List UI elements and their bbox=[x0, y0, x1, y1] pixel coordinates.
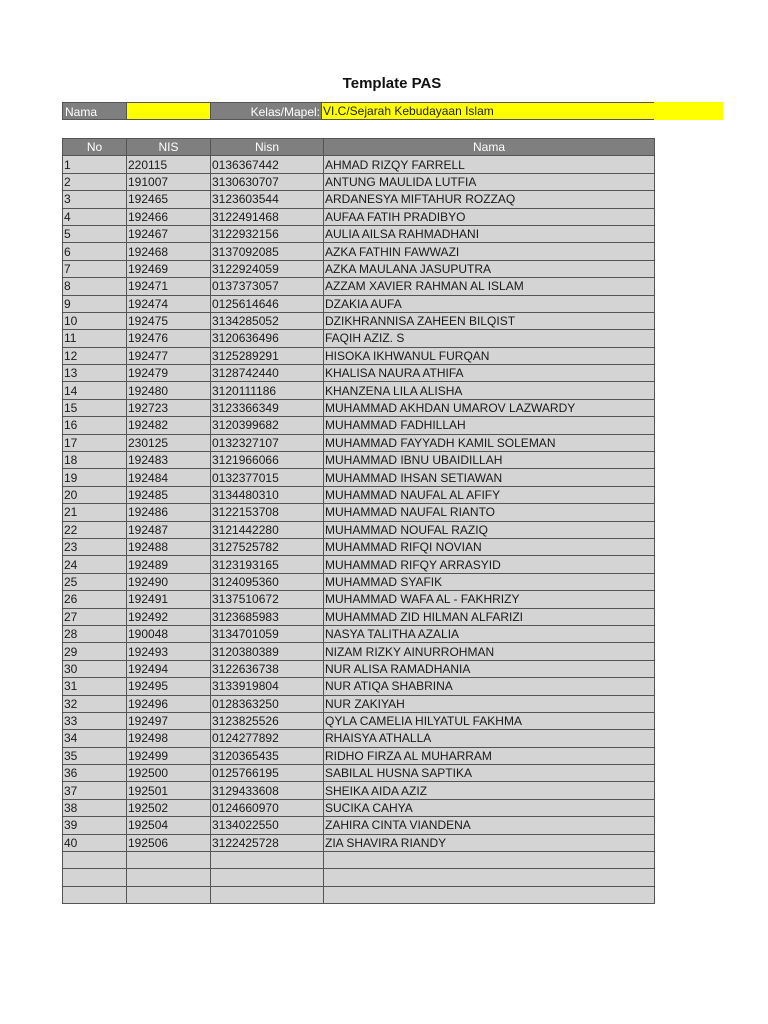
cell-no[interactable]: 8 bbox=[63, 278, 127, 295]
cell-nisn[interactable]: 3120636496 bbox=[211, 330, 324, 347]
cell-no[interactable]: 14 bbox=[63, 382, 127, 399]
cell-nis[interactable]: 192467 bbox=[127, 225, 211, 242]
cell-nis[interactable]: 192497 bbox=[127, 712, 211, 729]
cell-nama[interactable]: MUHAMMAD FAYYADH KAMIL SOLEMAN bbox=[324, 434, 655, 451]
cell-nisn[interactable]: 0132327107 bbox=[211, 434, 324, 451]
table-row bbox=[63, 747, 655, 764]
table-row bbox=[63, 869, 655, 886]
cell-no[interactable]: 22 bbox=[63, 521, 127, 538]
cell-nama[interactable]: MUHAMMAD RIFQI NOVIAN bbox=[324, 538, 655, 555]
cell-nis[interactable]: 192506 bbox=[127, 834, 211, 851]
cell-nis[interactable]: 192491 bbox=[127, 591, 211, 608]
cell-nis[interactable]: 192488 bbox=[127, 538, 211, 555]
cell-nama[interactable]: MUHAMMAD NAUFAL RIANTO bbox=[324, 504, 655, 521]
cell-nama[interactable]: QYLA CAMELIA HILYATUL FAKHMA bbox=[324, 712, 655, 729]
cell-nis[interactable]: 220115 bbox=[127, 156, 211, 173]
table-row bbox=[63, 173, 655, 190]
cell-nama[interactable] bbox=[324, 869, 655, 886]
cell-no[interactable]: 40 bbox=[63, 834, 127, 851]
cell-nisn[interactable]: 3122924059 bbox=[211, 260, 324, 277]
cell-nama[interactable]: AZZAM XAVIER RAHMAN AL ISLAM bbox=[324, 278, 655, 295]
cell-nis[interactable]: 192480 bbox=[127, 382, 211, 399]
nama-label: Nama bbox=[62, 102, 127, 120]
cell-nis[interactable]: 192477 bbox=[127, 347, 211, 364]
table-row bbox=[63, 556, 655, 573]
table-row bbox=[63, 434, 655, 451]
cell-nisn[interactable]: 3134022550 bbox=[211, 817, 324, 834]
cell-nisn[interactable]: 3123603544 bbox=[211, 191, 324, 208]
cell-no[interactable]: 7 bbox=[63, 260, 127, 277]
cell-no[interactable]: 39 bbox=[63, 817, 127, 834]
cell-nisn[interactable]: 3120399682 bbox=[211, 417, 324, 434]
cell-nisn[interactable]: 3134285052 bbox=[211, 312, 324, 329]
cell-nama[interactable]: MUHAMMAD SYAFIK bbox=[324, 573, 655, 590]
cell-nama[interactable]: NUR ATIQA SHABRINA bbox=[324, 678, 655, 695]
cell-no[interactable] bbox=[63, 886, 127, 903]
cell-nama[interactable] bbox=[324, 886, 655, 903]
table-row bbox=[63, 886, 655, 903]
cell-nis[interactable]: 192501 bbox=[127, 782, 211, 799]
header-nisn: Nisn bbox=[211, 139, 324, 156]
cell-nisn[interactable]: 0124660970 bbox=[211, 799, 324, 816]
cell-nis[interactable]: 192483 bbox=[127, 452, 211, 469]
cell-nisn[interactable]: 0137373057 bbox=[211, 278, 324, 295]
table-row bbox=[63, 260, 655, 277]
cell-nisn[interactable]: 0125766195 bbox=[211, 765, 324, 782]
cell-no[interactable]: 24 bbox=[63, 556, 127, 573]
cell-nama[interactable]: KHANZENA LILA ALISHA bbox=[324, 382, 655, 399]
cell-nama[interactable]: RHAISYA ATHALLA bbox=[324, 730, 655, 747]
cell-nis[interactable]: 192502 bbox=[127, 799, 211, 816]
cell-no[interactable]: 37 bbox=[63, 782, 127, 799]
cell-nis[interactable]: 192498 bbox=[127, 730, 211, 747]
cell-nisn[interactable]: 3122491468 bbox=[211, 208, 324, 225]
cell-nisn[interactable]: 3133919804 bbox=[211, 678, 324, 695]
cell-nama[interactable]: DZAKIA AUFA bbox=[324, 295, 655, 312]
cell-nisn[interactable]: 3123193165 bbox=[211, 556, 324, 573]
cell-nama[interactable]: NUR ALISA RAMADHANIA bbox=[324, 660, 655, 677]
cell-nama[interactable]: ZIA SHAVIRA RIANDY bbox=[324, 834, 655, 851]
cell-nisn[interactable] bbox=[211, 869, 324, 886]
cell-no[interactable]: 4 bbox=[63, 208, 127, 225]
table-row bbox=[63, 278, 655, 295]
cell-no[interactable]: 2 bbox=[63, 173, 127, 190]
cell-nis[interactable]: 230125 bbox=[127, 434, 211, 451]
cell-nisn[interactable]: 0128363250 bbox=[211, 695, 324, 712]
cell-nis[interactable]: 192494 bbox=[127, 660, 211, 677]
cell-no[interactable]: 16 bbox=[63, 417, 127, 434]
table-row bbox=[63, 695, 655, 712]
cell-nis[interactable] bbox=[127, 886, 211, 903]
table-row bbox=[63, 365, 655, 382]
cell-nama[interactable]: MUHAMMAD ZID HILMAN ALFARIZI bbox=[324, 608, 655, 625]
cell-nis[interactable]: 192486 bbox=[127, 504, 211, 521]
cell-no[interactable]: 29 bbox=[63, 643, 127, 660]
cell-nisn[interactable]: 3122425728 bbox=[211, 834, 324, 851]
cell-nisn[interactable]: 3120365435 bbox=[211, 747, 324, 764]
table-header-row bbox=[63, 139, 655, 156]
cell-no[interactable]: 28 bbox=[63, 625, 127, 642]
cell-nisn[interactable]: 0124277892 bbox=[211, 730, 324, 747]
cell-nama[interactable]: ANTUNG MAULIDA LUTFIA bbox=[324, 173, 655, 190]
table-row bbox=[63, 243, 655, 260]
table-row bbox=[63, 712, 655, 729]
cell-no[interactable]: 38 bbox=[63, 799, 127, 816]
cell-no[interactable]: 12 bbox=[63, 347, 127, 364]
cell-nama[interactable]: NIZAM RIZKY AINURROHMAN bbox=[324, 643, 655, 660]
cell-no[interactable]: 11 bbox=[63, 330, 127, 347]
table-row bbox=[63, 295, 655, 312]
info-row bbox=[62, 102, 723, 121]
cell-no[interactable]: 20 bbox=[63, 486, 127, 503]
cell-nama[interactable]: MUHAMMAD FADHILLAH bbox=[324, 417, 655, 434]
cell-nis[interactable]: 192484 bbox=[127, 469, 211, 486]
table-row bbox=[63, 330, 655, 347]
table-row bbox=[63, 417, 655, 434]
cell-nis[interactable]: 192489 bbox=[127, 556, 211, 573]
cell-nisn[interactable]: 3127525782 bbox=[211, 538, 324, 555]
cell-nis[interactable] bbox=[127, 852, 211, 869]
header-nama: Nama bbox=[324, 139, 655, 156]
table-row bbox=[63, 225, 655, 242]
cell-nama[interactable]: AUFAA FATIH PRADIBYO bbox=[324, 208, 655, 225]
cell-no[interactable]: 31 bbox=[63, 678, 127, 695]
table-row bbox=[63, 573, 655, 590]
cell-no[interactable] bbox=[63, 869, 127, 886]
cell-nama[interactable]: MUHAMMAD RIFQY ARRASYID bbox=[324, 556, 655, 573]
table-row bbox=[63, 399, 655, 416]
cell-nis[interactable]: 192492 bbox=[127, 608, 211, 625]
cell-nisn[interactable]: 3124095360 bbox=[211, 573, 324, 590]
cell-nama[interactable] bbox=[324, 852, 655, 869]
cell-no[interactable]: 3 bbox=[63, 191, 127, 208]
cell-nisn[interactable]: 3122636738 bbox=[211, 660, 324, 677]
cell-nama[interactable]: SUCIKA CAHYA bbox=[324, 799, 655, 816]
cell-nama[interactable]: NASYA TALITHA AZALIA bbox=[324, 625, 655, 642]
cell-nisn[interactable]: 3123685983 bbox=[211, 608, 324, 625]
cell-nis[interactable]: 192475 bbox=[127, 312, 211, 329]
table-row bbox=[63, 782, 655, 799]
table-row bbox=[63, 608, 655, 625]
cell-nama[interactable]: HISOKA IKHWANUL FURQAN bbox=[324, 347, 655, 364]
cell-nisn[interactable]: 3121966066 bbox=[211, 452, 324, 469]
cell-no[interactable]: 17 bbox=[63, 434, 127, 451]
cell-no[interactable]: 23 bbox=[63, 538, 127, 555]
cell-no[interactable]: 15 bbox=[63, 399, 127, 416]
cell-nama[interactable]: SHEIKA AIDA AZIZ bbox=[324, 782, 655, 799]
cell-nama[interactable]: ZAHIRA CINTA VIANDENA bbox=[324, 817, 655, 834]
cell-nama[interactable]: KHALISA NAURA ATHIFA bbox=[324, 365, 655, 382]
cell-no[interactable] bbox=[63, 852, 127, 869]
cell-nis[interactable]: 192504 bbox=[127, 817, 211, 834]
cell-nis[interactable]: 192465 bbox=[127, 191, 211, 208]
table-body bbox=[63, 156, 655, 904]
cell-nis[interactable]: 192500 bbox=[127, 765, 211, 782]
kelas-mapel-label: Kelas/Mapel: bbox=[210, 102, 322, 120]
cell-nisn[interactable]: 0136367442 bbox=[211, 156, 324, 173]
cell-nisn[interactable]: 3130630707 bbox=[211, 173, 324, 190]
cell-nama[interactable]: AULIA AILSA RAHMADHANI bbox=[324, 225, 655, 242]
cell-nisn[interactable]: 3120380389 bbox=[211, 643, 324, 660]
cell-nis[interactable]: 192493 bbox=[127, 643, 211, 660]
cell-no[interactable]: 18 bbox=[63, 452, 127, 469]
cell-no[interactable]: 6 bbox=[63, 243, 127, 260]
cell-no[interactable]: 34 bbox=[63, 730, 127, 747]
cell-nis[interactable]: 192490 bbox=[127, 573, 211, 590]
cell-nisn[interactable]: 3123825526 bbox=[211, 712, 324, 729]
cell-nis[interactable]: 192482 bbox=[127, 417, 211, 434]
table-row bbox=[63, 208, 655, 225]
table-row bbox=[63, 382, 655, 399]
cell-nis[interactable]: 192471 bbox=[127, 278, 211, 295]
table-row bbox=[63, 521, 655, 538]
cell-nama[interactable]: AZKA FATHIN FAWWAZI bbox=[324, 243, 655, 260]
cell-nis[interactable]: 192723 bbox=[127, 399, 211, 416]
cell-nis[interactable]: 192496 bbox=[127, 695, 211, 712]
cell-no[interactable]: 35 bbox=[63, 747, 127, 764]
table-row bbox=[63, 730, 655, 747]
cell-nis[interactable]: 192495 bbox=[127, 678, 211, 695]
cell-nama[interactable]: MUHAMMAD NOUFAL RAZIQ bbox=[324, 521, 655, 538]
cell-no[interactable]: 21 bbox=[63, 504, 127, 521]
cell-nama[interactable]: MUHAMMAD WAFA AL - FAKHRIZY bbox=[324, 591, 655, 608]
student-roster-table bbox=[62, 138, 655, 904]
cell-no[interactable]: 5 bbox=[63, 225, 127, 242]
cell-nisn[interactable] bbox=[211, 886, 324, 903]
cell-nisn[interactable]: 3137510672 bbox=[211, 591, 324, 608]
cell-nisn[interactable]: 3122153708 bbox=[211, 504, 324, 521]
table-row bbox=[63, 834, 655, 851]
table-row bbox=[63, 469, 655, 486]
table-row bbox=[63, 312, 655, 329]
cell-no[interactable]: 30 bbox=[63, 660, 127, 677]
cell-no[interactable]: 25 bbox=[63, 573, 127, 590]
cell-nisn[interactable]: 3129433608 bbox=[211, 782, 324, 799]
cell-no[interactable]: 27 bbox=[63, 608, 127, 625]
cell-nis[interactable] bbox=[127, 869, 211, 886]
cell-nama[interactable]: MUHAMMAD NAUFAL AL AFIFY bbox=[324, 486, 655, 503]
cell-no[interactable]: 32 bbox=[63, 695, 127, 712]
table-row bbox=[63, 625, 655, 642]
cell-nis[interactable]: 192479 bbox=[127, 365, 211, 382]
cell-no[interactable]: 36 bbox=[63, 765, 127, 782]
cell-no[interactable]: 19 bbox=[63, 469, 127, 486]
cell-no[interactable]: 1 bbox=[63, 156, 127, 173]
cell-nis[interactable]: 190048 bbox=[127, 625, 211, 642]
cell-nisn[interactable]: 3123366349 bbox=[211, 399, 324, 416]
cell-nis[interactable]: 192485 bbox=[127, 486, 211, 503]
cell-nisn[interactable]: 3134480310 bbox=[211, 486, 324, 503]
cell-nisn[interactable]: 0125614646 bbox=[211, 295, 324, 312]
cell-nama[interactable]: AZKA MAULANA JASUPUTRA bbox=[324, 260, 655, 277]
cell-no[interactable]: 33 bbox=[63, 712, 127, 729]
cell-nis[interactable]: 192474 bbox=[127, 295, 211, 312]
cell-nis[interactable]: 192499 bbox=[127, 747, 211, 764]
cell-nisn[interactable]: 3125289291 bbox=[211, 347, 324, 364]
cell-nis[interactable]: 192468 bbox=[127, 243, 211, 260]
cell-nama[interactable]: NUR ZAKIYAH bbox=[324, 695, 655, 712]
cell-nis[interactable]: 192469 bbox=[127, 260, 211, 277]
kelas-mapel-value-cell[interactable]: VI.C/Sejarah Kebudayaan Islam bbox=[322, 102, 723, 120]
cell-no[interactable]: 9 bbox=[63, 295, 127, 312]
table-row bbox=[63, 452, 655, 469]
cell-nis[interactable]: 192487 bbox=[127, 521, 211, 538]
cell-nis[interactable]: 192476 bbox=[127, 330, 211, 347]
cell-nama[interactable]: MUHAMMAD AKHDAN UMAROV LAZWARDY bbox=[324, 399, 655, 416]
cell-nisn[interactable]: 3120111186 bbox=[211, 382, 324, 399]
table-row bbox=[63, 191, 655, 208]
table-row bbox=[63, 486, 655, 503]
cell-nisn[interactable] bbox=[211, 852, 324, 869]
table-row bbox=[63, 660, 655, 677]
cell-nama[interactable]: FAQIH AZIZ. S bbox=[324, 330, 655, 347]
header-no: No bbox=[63, 139, 127, 156]
cell-nisn[interactable]: 3121442280 bbox=[211, 521, 324, 538]
cell-nama[interactable]: MUHAMMAD IBNU UBAIDILLAH bbox=[324, 452, 655, 469]
cell-nama[interactable]: SABILAL HUSNA SAPTIKA bbox=[324, 765, 655, 782]
table-row bbox=[63, 156, 655, 173]
table-row bbox=[63, 678, 655, 695]
cell-nama[interactable]: ARDANESYA MIFTAHUR ROZZAQ bbox=[324, 191, 655, 208]
table-row bbox=[63, 817, 655, 834]
page-title: Template PAS bbox=[342, 75, 442, 92]
table-row bbox=[63, 591, 655, 608]
cell-nama[interactable]: MUHAMMAD IHSAN SETIAWAN bbox=[324, 469, 655, 486]
cell-no[interactable]: 10 bbox=[63, 312, 127, 329]
cell-nisn[interactable]: 0132377015 bbox=[211, 469, 324, 486]
cell-nisn[interactable]: 3122932156 bbox=[211, 225, 324, 242]
nama-value-cell[interactable] bbox=[127, 102, 210, 120]
header-nis: NIS bbox=[127, 139, 211, 156]
cell-nis[interactable]: 192466 bbox=[127, 208, 211, 225]
cell-no[interactable]: 26 bbox=[63, 591, 127, 608]
cell-nisn[interactable]: 3134701059 bbox=[211, 625, 324, 642]
cell-nis[interactable]: 191007 bbox=[127, 173, 211, 190]
cell-nama[interactable]: DZIKHRANNISA ZAHEEN BILQIST bbox=[324, 312, 655, 329]
table-row bbox=[63, 765, 655, 782]
cell-nama[interactable]: AHMAD RIZQY FARRELL bbox=[324, 156, 655, 173]
cell-nisn[interactable]: 3137092085 bbox=[211, 243, 324, 260]
table-row bbox=[63, 504, 655, 521]
cell-nisn[interactable]: 3128742440 bbox=[211, 365, 324, 382]
table-row bbox=[63, 852, 655, 869]
cell-nama[interactable]: RIDHO FIRZA AL MUHARRAM bbox=[324, 747, 655, 764]
table-row bbox=[63, 538, 655, 555]
table-row bbox=[63, 347, 655, 364]
cell-no[interactable]: 13 bbox=[63, 365, 127, 382]
table-row bbox=[63, 799, 655, 816]
table-row bbox=[63, 643, 655, 660]
